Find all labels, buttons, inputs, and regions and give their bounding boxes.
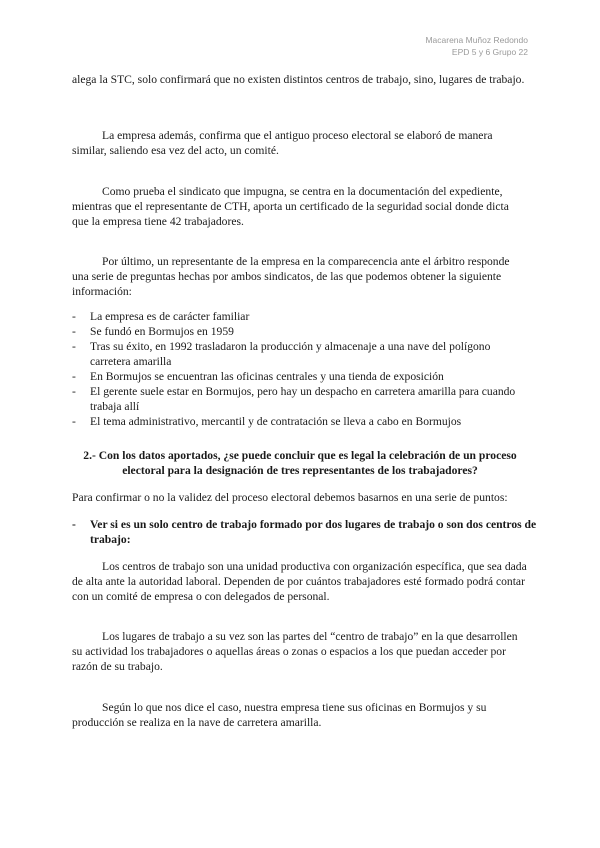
paragraph-prior-election: La empresa además, confirma que el antiguo proceso electoral se elaboró de manera similar, saliendo esa vez del acto, un comité. [72,129,493,157]
paragraph-case-facts: Según lo que nos dice el caso, nuestra empresa tiene sus oficinas en Bormujos y su producción se realiza en la nave de carretera amarilla. [72,701,487,729]
header-author: Macarena Muñoz Redondo [425,35,528,45]
list-dash: - [72,340,76,353]
list-item [72,324,528,339]
list-item [72,369,528,384]
list-item [72,309,528,324]
section-intro: Para confirmar o no la validez del proceso electoral debemos basarnos en una serie de puntos: [72,491,508,504]
facts-list [72,309,528,429]
list-dash: - [72,325,76,338]
subheading-dash: - [72,518,76,531]
list-item-text: En Bormujos se encuentran las oficinas centrales y una tienda de exposición [90,370,444,383]
list-dash: - [72,370,76,383]
list-item-text: Se fundó en Bormujos en 1959 [90,325,234,338]
section-subheading [72,517,546,547]
paragraph-work-centers: Los centros de trabajo son una unidad productiva con organización específica, que sea dada de alta ante la autoridad laboral. Dependen de por cuántos trabajadores esté formado podrá contar con un comité de empresa o con delegados de personal. [72,560,527,603]
page-header [425,34,528,58]
list-dash: - [72,310,76,323]
section-heading: 2.- Con los datos aportados, ¿se puede concluir que es legal la celebración de un proceso electoral para la designación de tres representantes de los trabajadores? [83,449,517,477]
list-item-text: La empresa es de carácter familiar [90,310,250,323]
list-item-text: Tras su éxito, en 1992 trasladaron la producción y almacenaje a una nave del polígono carretera amarilla [90,340,491,368]
list-item [72,339,528,369]
list-item-text: El tema administrativo, mercantil y de contratación se lleva a cabo en Bormujos [90,415,462,428]
header-group: EPD 5 y 6 Grupo 22 [451,47,528,57]
list-item-text: El gerente suele estar en Bormujos, pero hay un despacho en carretera amarilla para cuando trabaja allí [90,385,516,413]
paragraph-workplaces: Los lugares de trabajo a su vez son las partes del “centro de trabajo” en la que desarrollen su actividad los trabajadores o aquellas áreas o zonas o espacios a los que puedan acceder por razón de su trabajo. [72,630,518,673]
list-item [72,414,528,429]
list-dash: - [72,415,76,428]
paragraph-evidence: Como prueba el sindicato que impugna, se centra en la documentación del expediente, mientras que el representante de CTH, aporta un certificado de la seguridad social donde dicta que la empresa tiene 42 trabajadores. [72,185,509,228]
subheading-text: Ver si es un solo centro de trabajo formado por dos lugares de trabajo o son dos centros de trabajo: [90,518,537,546]
list-item [72,384,528,414]
paragraph-continuation: alega la STC, solo confirmará que no existen distintos centros de trabajo, sino, lugares de trabajo. [72,73,525,86]
paragraph-arbitration: Por último, un representante de la empresa en la comparecencia ante el árbitro responde una serie de preguntas hechas por ambos sindicatos, de las que podemos obtener la siguiente información: [72,255,510,298]
list-dash: - [72,385,76,398]
